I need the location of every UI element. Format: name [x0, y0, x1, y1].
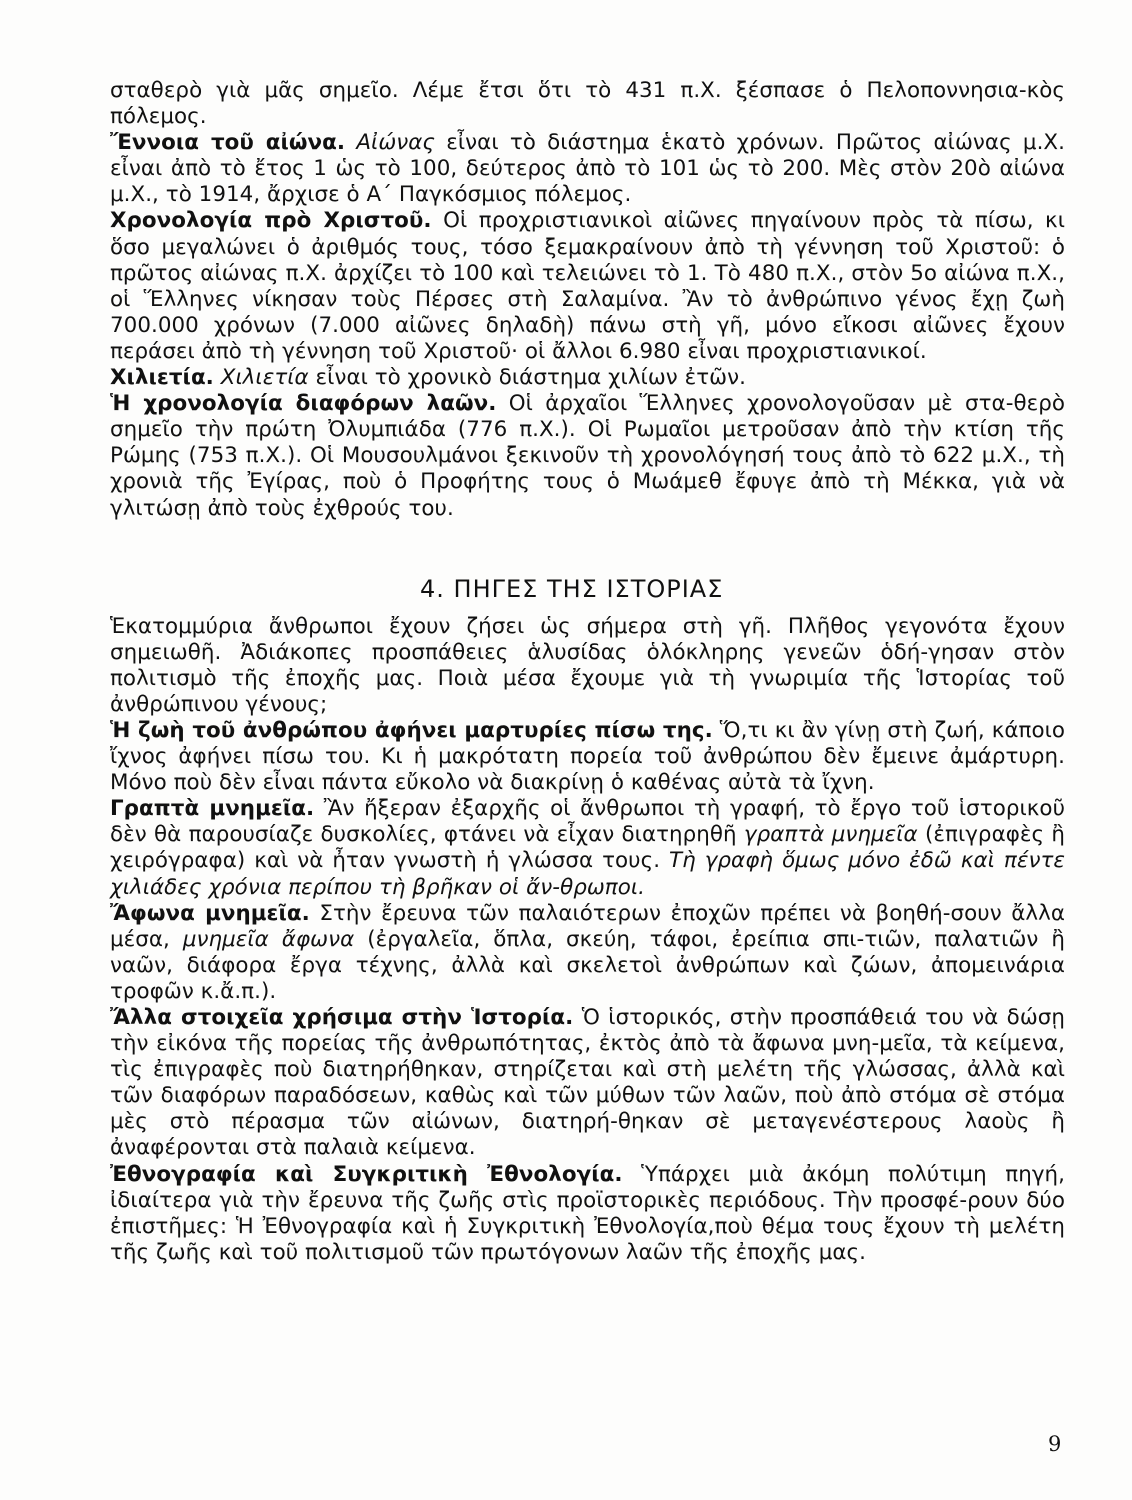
paragraph-heading: Ἄλλα στοιχεῖα χρήσιμα στὴν Ἱστορία. — [110, 1005, 574, 1030]
paragraph-p0 — [110, 78, 1065, 130]
paragraph-text: Στὴν ἔρευνα τῶν παλαιότερων ἐποχῶν πρέπει νὰ βοηθή-σουν ἄλλα μέσα, — [110, 900, 1065, 952]
italic-text: Χιλιετία — [220, 365, 309, 391]
paragraph-heading: Χρονολογία πρὸ Χριστοῦ. — [110, 208, 432, 234]
paragraph-q2 — [110, 796, 1065, 900]
paragraph-p3 — [110, 365, 1065, 391]
paragraph-text: (ἐργαλεῖα, ὅπλα, σκεύη, τάφοι, ἐρείπια σπι-τιῶν, παλατιῶν ἢ ναῶν, διάφορα ἔργα τέχνης, ἀλλὰ καὶ σκελετοὶ ἀνθρώπων καὶ ζώων, ἀπομεινάρια τροφῶν κ.ἄ.π.). — [110, 926, 1066, 1004]
paragraph-text: Ὑπάρχει μιὰ ἀκόμη πολύτιμη πηγή, ἰδιαίτερα γιὰ τὴν ἔρευνα τῆς ζωῆς στὶς προϊστορικὲς περιόδους. Τὴν προσφέ-ρουν δύο ἐπιστῆμες: Ἡ Ἐθνογραφία καὶ ἡ Συγκριτικὴ Ἐθνολογία,ποὺ θέμα τους ἔχουν τὴ μελέτη τῆς ζωῆς καὶ τοῦ πολιτισμοῦ τῶν πρωτόγονων λαῶν τῆς ἐποχῆς μας. — [110, 1161, 1065, 1265]
paragraph-p1 — [110, 130, 1065, 208]
italic-text: μνημεῖα ἄφωνα — [182, 926, 355, 952]
paragraph-p4 — [110, 391, 1065, 521]
paragraph-text: εἶναι τὸ διάστημα ἑκατὸ χρόνων. Πρῶτος αἰώνας μ.Χ. εἶναι ἀπὸ τὸ ἔτος 1 ὡς τὸ 100, δεύτερος ἀπὸ τὸ 101 ὡς τὸ 200. Μὲς στὸν 20ὸ αἰώνα μ.Χ., τὸ 1914, ἄρχισε ὁ Α΄ Παγκόσμιος πόλεμος. — [110, 130, 1065, 208]
paragraph-heading: Ἔννοια τοῦ αἰώνα. — [110, 130, 346, 156]
section-heading: 4. ΠΗΓΕΣ ΤΗΣ ΙΣΤΟΡΙΑΣ — [420, 574, 724, 603]
italic-text: γραπτὰ μνημεῖα — [743, 822, 918, 848]
italic-text: Τὴ γραφὴ ὅμως μόνο ἐδῶ καὶ πέντε χιλιάδες χρόνια περίπου τὴ βρῆκαν οἱ ἄν-θρωποι. — [110, 848, 1065, 900]
paragraph-q0 — [110, 614, 1065, 718]
paragraph-heading: Ἡ ζωὴ τοῦ ἀνθρώπου ἀφήνει μαρτυρίες πίσω της. — [110, 717, 713, 743]
paragraph-heading: Ἄφωνα μνημεῖα. — [110, 900, 310, 926]
paragraphs-top — [110, 78, 1065, 522]
paragraph-text: (ἐπιγραφὲς ἢ χειρόγραφα) καὶ νὰ ἦταν γνωστὴ ἡ γλώσσα τους. — [110, 822, 1065, 874]
paragraph-text: Ὅ,τι κι ἂν γίνῃ στὴ ζωή, κάποιο ἴχνος ἀφήνει πίσω του. Κι ἡ μακρότατη πορεία τοῦ ἀνθρώπου δὲν ἔμεινε ἀμάρτυρη. Μόνο ποὺ δὲν εἶναι πάντα εὔκολο νὰ διακρίνῃ ὁ καθένας αὐτὰ τὰ ἴχνη. — [110, 717, 1066, 796]
page-number: 9 — [1048, 1432, 1062, 1456]
paragraph-heading: Χιλιετία. — [110, 365, 214, 391]
paragraph-q4 — [110, 1005, 1065, 1162]
paragraph-text: σταθερὸ γιὰ μᾶς σημεῖο. Λέμε ἔτσι ὅτι τὸ 431 π.Χ. ξέσπασε ὁ Πελοποννησια-κὸς πόλεμος. — [110, 78, 1065, 130]
paragraph-heading: Ἡ χρονολογία διαφόρων λαῶν. — [110, 391, 497, 417]
paragraph-text: Ἑκατομμύρια ἄνθρωποι ἔχουν ζήσει ὡς σήμερα στὴ γῆ. Πλῆθος γεγονότα ἔχουν σημειωθῆ. Ἀδιάκοπες προσπάθειες ἁλυσίδας ὁλόκληρης γενεῶν ὁδή-γησαν στὸν πολιτισμὸ τῆς ἐποχῆς μας. Ποιὰ μέσα ἔχουμε γιὰ τὴ γνωριμία τῆς Ἱστορίας τοῦ ἀνθρώπινου γένους; — [110, 613, 1065, 717]
paragraph-heading: Γραπτὰ μνημεῖα. — [110, 796, 315, 822]
paragraph-text: εἶναι τὸ χρονικὸ διάστημα χιλίων ἐτῶν. — [308, 365, 746, 391]
paragraph-text — [214, 365, 221, 390]
paragraph-q5 — [110, 1162, 1065, 1266]
paragraph-text: Ἂν ἤξεραν ἐξαρχῆς οἱ ἄνθρωποι τὴ γραφή, τὸ ἔργο τοῦ ἱστορικοῦ δὲν θὰ παρουσίαζε δυσκολίες, φτάνει νὰ εἶχαν διατηρηθῆ — [110, 796, 1065, 848]
page-body — [110, 78, 1065, 1266]
paragraph-p2 — [110, 208, 1065, 365]
paragraph-text: Οἱ προχριστιανικοὶ αἰῶνες πηγαίνουν πρὸς τὰ πίσω, κι ὅσο μεγαλώνει ὁ ἀριθμός τους, τόσο ξεμακραίνουν ἀπὸ τὴ γέννηση τοῦ Χριστοῦ: ὁ πρῶτος αἰώνας π.Χ. ἀρχίζει τὸ 100 καὶ τελειώνει τὸ 1. Τὸ 480 π.Χ., στὸν 5ο αἰώνα π.Χ., οἱ Ἕλληνες νίκησαν τοὺς Πέρσες στὴ Σαλαμίνα. Ἂν τὸ ἀνθρώπινο γένος ἔχῃ ζωὴ 700.000 χρόνων (7.000 αἰῶνες δηλαδὴ) πάνω στὴ γῆ, μόνο εἴκοσι αἰῶνες ἔχουν περάσει ἀπὸ τὴ γέννηση τοῦ Χριστοῦ· οἱ ἄλλοι 6.980 εἶναι προχριστιανικοί. — [110, 208, 1065, 364]
paragraph-q3 — [110, 901, 1065, 1005]
paragraph-text — [345, 130, 356, 155]
paragraph-text: Οἱ ἀρχαῖοι Ἕλληνες χρονολογοῦσαν μὲ στα-θερὸ σημεῖο τὴν πρώτη Ὀλυμπιάδα (776 π.Χ.). Οἱ Ρωμαῖοι μετροῦσαν ἀπὸ τὴν κτίση τῆς Ρώμης (753 π.Χ.). Οἱ Μουσουλμάνοι ξεκινοῦν τὴ χρονολόγησή τους ἀπὸ τὸ 622 μ.Χ., τὴ χρονιὰ τῆς Ἐγίρας, ποὺ ὁ Προφήτης τους ὁ Μωάμεθ ἔφυγε ἀπὸ τὴ Μέκκα, γιὰ νὰ γλιτώσῃ ἀπὸ τοὺς ἐχθρούς του. — [110, 391, 1065, 521]
paragraph-q1 — [110, 718, 1065, 796]
italic-text: Αἰώνας — [356, 130, 436, 156]
paragraph-heading: Ἐθνογραφία καὶ Συγκριτικὴ Ἐθνολογία. — [110, 1161, 623, 1187]
paragraph-text: Ὁ ἱστορικός, στὴν προσπάθειά του νὰ δώσῃ τὴν εἰκόνα τῆς πορείας τῆς ἀνθρωπότητας, ἐκτὸς ἀπὸ τὰ ἄφωνα μνη-μεῖα, τὰ κείμενα, τὶς ἐπιγραφὲς ποὺ διατηρήθηκαν, στηρίζεται καὶ στὴ μελέτη τῆς γλώσσας, ἀλλὰ καὶ τῶν διαφόρων παραδόσεων, καθὼς καὶ τῶν μύθων τῶν λαῶν, ποὺ ἀπὸ στόμα σὲ στόμα μὲς στὸ πέρασμα τῶν αἰώνων, διατηρή-θηκαν σὲ μεταγενέστερους λαοὺς ἢ ἀναφέρονται στὰ παλαιὰ κείμενα. — [110, 1005, 1065, 1161]
paragraphs-bottom — [110, 614, 1065, 1266]
